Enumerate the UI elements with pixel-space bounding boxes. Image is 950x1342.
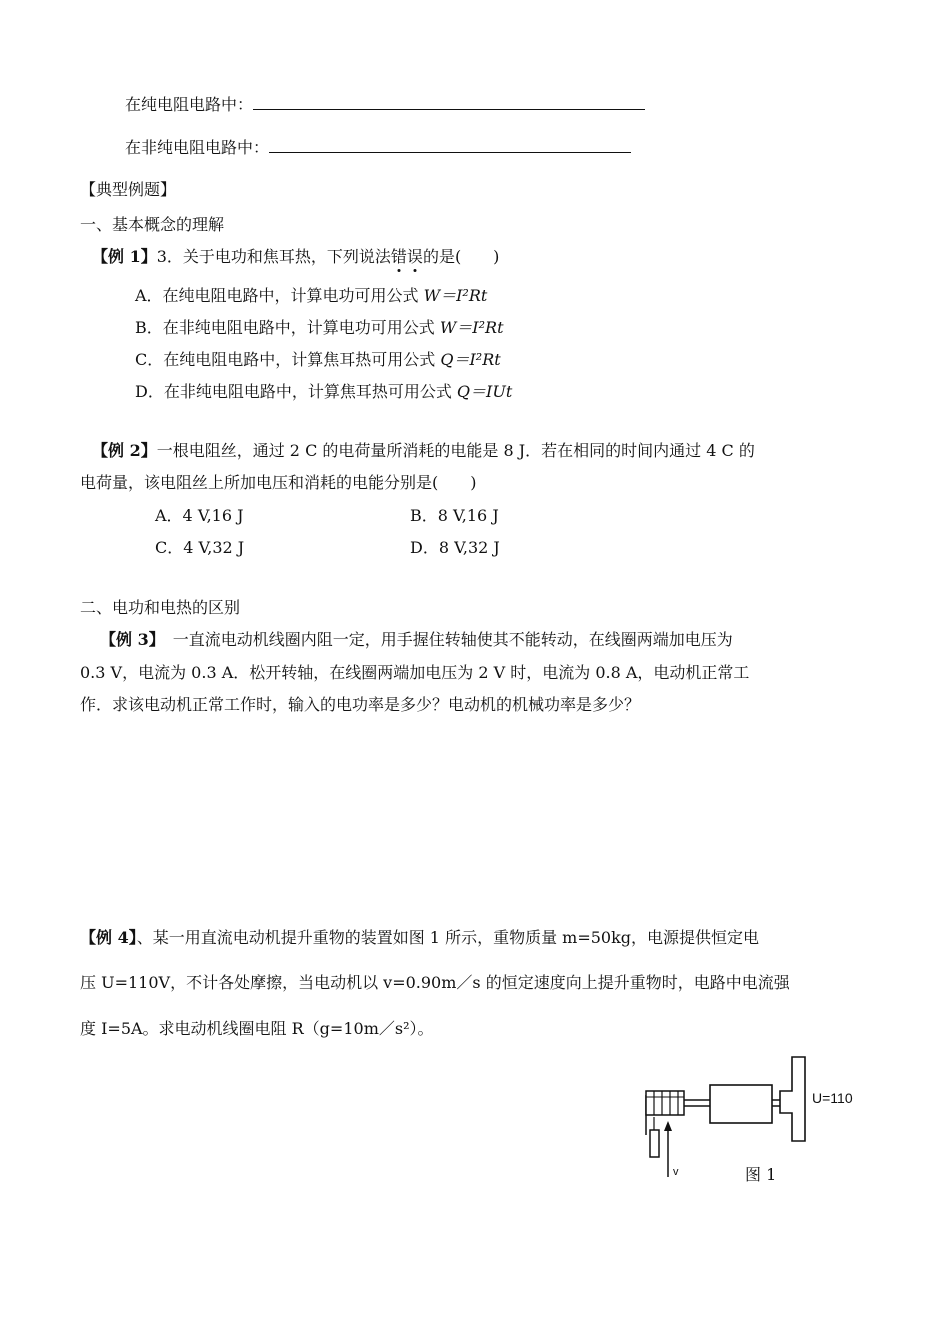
ex1-stem-text: 3．关于电功和焦耳热，下列说法 [156, 247, 391, 266]
ex3-line2: 0.3 V，电流为 0.3 A．松开转轴，在线圈两端加电压为 2 V 时，电流为 0.8 A，电动机正常工 [80, 663, 750, 682]
ex2-line1 [92, 438, 755, 461]
ex1-option [135, 379, 512, 402]
ex2-tag: 【例 2】 [92, 441, 157, 460]
voltage-label: U=110 [812, 1090, 853, 1106]
ex1-stem-tail: 的是( ) [422, 247, 500, 266]
option-text: C．在纯电阻电路中，计算焦耳热可用公式 [135, 350, 441, 369]
fill-in-nonpure [125, 135, 631, 158]
ex2-text: 一根电阻丝，通过 2 C 的电荷量所消耗的电能是 8 J．若在相同的时间内通过 4 C 的 [156, 441, 755, 460]
ex1-stem [92, 244, 499, 267]
ex3-text: 一直流电动机线圈内阻一定，用手握住转轴使其不能转动，在线圈两端加电压为 [172, 630, 733, 649]
ex1-option [135, 347, 501, 370]
ex1-tag: 【例 1】 [92, 247, 157, 266]
emphasis-char: 错 [390, 247, 407, 266]
emphasis-char: 误 [406, 247, 423, 266]
ex2-option-d: D．8 V,32 J [410, 538, 500, 557]
ex3-line1 [100, 627, 733, 650]
fill-in-nonpure-label: 在非纯电阻电路中： [125, 138, 270, 157]
formula: Q＝I²Rt [440, 350, 501, 369]
ex2-option-a: A．4 V,16 J [155, 506, 244, 525]
ex2-option-c: C．4 V,32 J [155, 538, 245, 557]
ex3-tag: 【例 3】 [100, 630, 165, 649]
option-text: B．在非纯电阻电路中，计算电功可用公式 [135, 318, 440, 337]
fill-in-pure [125, 92, 645, 115]
power-source [780, 1057, 805, 1141]
ex4-line2: 压 U=110V，不计各处摩擦，当电动机以 v=0.90m／s 的恒定速度向上提升重物时，电路中电流强 [80, 973, 790, 992]
answer-blank[interactable] [269, 136, 631, 153]
velocity-label: v [673, 1166, 679, 1178]
formula: W＝I²Rt [423, 286, 488, 305]
part2-heading: 二、电功和电热的区别 [80, 598, 241, 617]
ex4-tag: 【例 4】 [80, 928, 137, 947]
ex4-line1 [80, 925, 759, 948]
ex2-line2: 电荷量，该电阻丝上所加电压和消耗的电能分别是( ) [80, 473, 477, 492]
section-title: 【典型例题】 [80, 180, 177, 199]
part1-heading: 一、基本概念的理解 [80, 215, 225, 234]
ex4-line3: 度 I=5A。求电动机线圈电阻 R（g=10m／s²）。 [80, 1019, 434, 1038]
ex2-option-b: B．8 V,16 J [410, 506, 499, 525]
fill-in-pure-label: 在纯电阻电路中： [125, 95, 254, 114]
option-text: A．在纯电阻电路中，计算电功可用公式 [135, 286, 424, 305]
motor [710, 1085, 772, 1123]
ex1-option [135, 315, 504, 338]
ex3-line3: 作．求该电动机正常工作时，输入的电功率是多少？电动机的机械功率是多少？ [80, 695, 641, 714]
ex1-option [135, 283, 487, 306]
formula: W＝I²Rt [439, 318, 504, 337]
ex4-text: 、某一用直流电动机提升重物的装置如图 1 所示，重物质量 m=50kg，电源提供恒定电 [136, 928, 760, 947]
answer-blank[interactable] [253, 93, 645, 110]
figure-caption: 图 1 [745, 1165, 777, 1184]
formula: Q＝IUt [456, 382, 513, 401]
weight [650, 1130, 659, 1157]
option-text: D．在非纯电阻电路中，计算焦耳热可用公式 [135, 382, 457, 401]
